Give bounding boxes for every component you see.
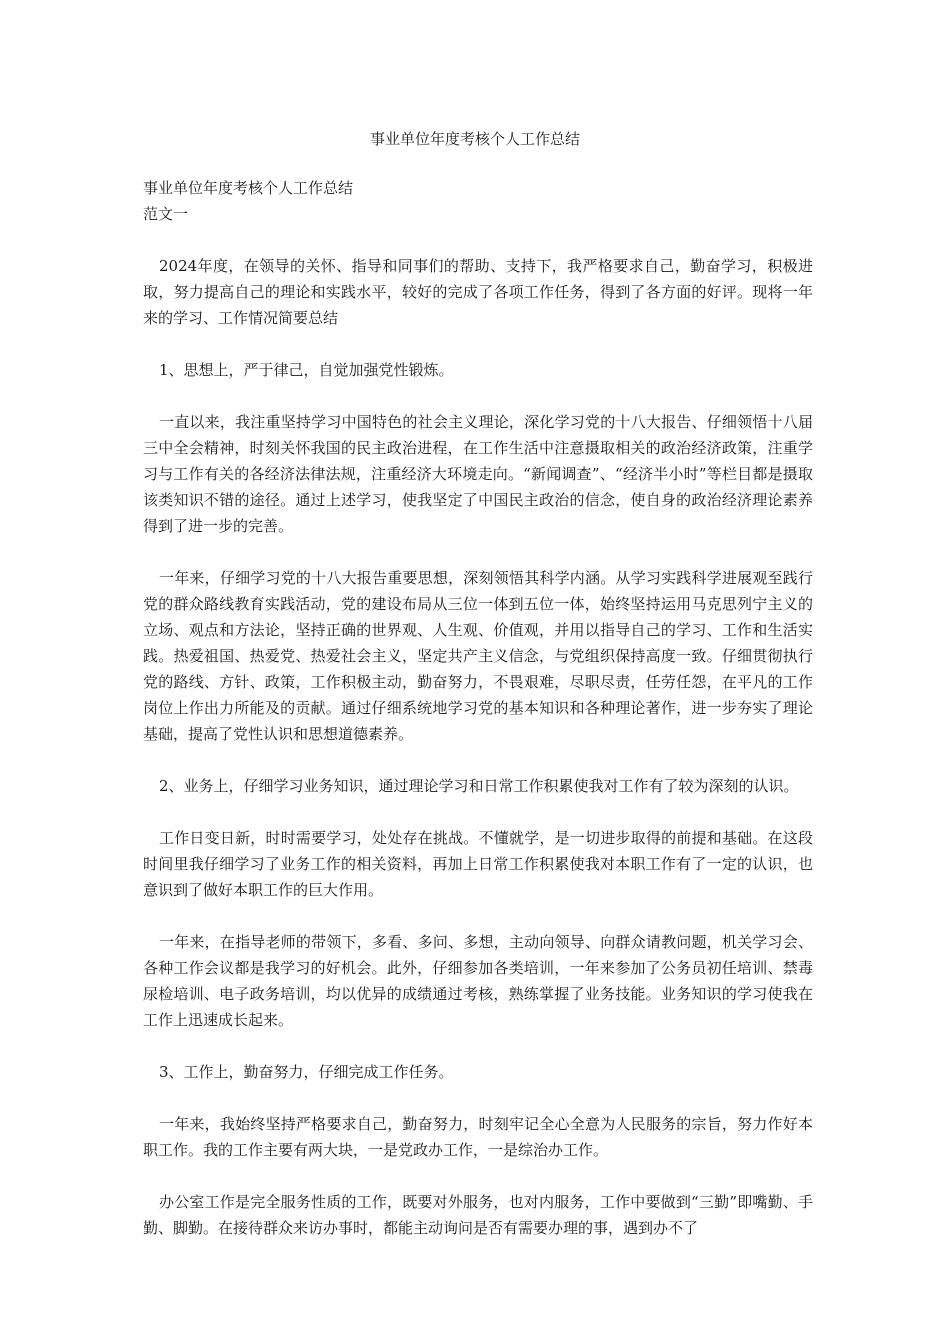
paragraph-training: 一年来，在指导老师的带领下，多看、多问、多想，主动向领导、向群众请教问题，机关学习会、各种工作会议都是我学习的好机会。此外，仔细参加各类培训，一年来参加了公务员初任培训、禁毒尿检培训、电子政务培训，均以优异的成绩通过考核，熟练掌握了业务技能。业务知识的学习使我在工作上迅速成长起来。 — [143, 933, 813, 1029]
section-heading-work: 3、工作上，勤奋努力，仔细完成工作任务。 — [159, 1063, 454, 1081]
sample-label: 范文一 — [143, 205, 189, 223]
document-title: 事业单位年度考核个人工作总结 — [369, 130, 580, 148]
paragraph-theory-study: 一直以来，我注重坚持学习中国特色的社会主义理论，深化学习党的十八大报告、仔细领悟十八届三中全会精神，时刻关怀我国的民主政治进程，在工作生活中注意摄取相关的政治经济政策，注重学习与工作有关的各经济法律法规，注重经济大环境走向。“新闻调查”、“经济半小时”等栏目都是摄取该类知识不错的途径。通过上述学习，使我坚定了中国民主政治的信念，使自身的政治经济理论素养得到了进一步的完善。 — [143, 413, 813, 535]
section-heading-business: 2、业务上，仔细学习业务知识，通过理论学习和日常工作积累使我对工作有了较为深刻的认识。 — [159, 777, 799, 795]
spacer — [143, 227, 813, 253]
paragraph-party-study: 一年来，仔细学习党的十八大报告重要思想，深刻领悟其科学内涵。从学习实践科学进展观至践行党的群众路线教育实践活动，党的建设布局从三位一体到五位一体，始终坚持运用马克思列宁主义的立场、观点和方法论，坚持正确的世界观、人生观、价值观，并用以指导自己的学习、工作和生活实践。热爱祖国、热爱党、热爱社会主义，坚定共产主义信念，与党组织保持高度一致。仔细贯彻执行党的路线、方针、政策，工作积极主动，勤奋努力，不畏艰难，尽职尽责，任劳任怨，在平凡的工作岗位上作出力所能及的贡献。通过仔细系统地学习党的基本知识和各种理论著作，进一步夯实了理论基础，提高了党性认识和思想道德素养。 — [143, 569, 813, 743]
paragraph-work-duties: 一年来，我始终坚持严格要求自己，勤奋努力，时刻牢记全心全意为人民服务的宗旨，努力作好本职工作。我的工作主要有两大块，一是党政办工作，一是综治办工作。 — [143, 1115, 813, 1159]
section-heading-ideology: 1、思想上，严于律己，自觉加强党性锻炼。 — [159, 361, 454, 379]
document-body — [143, 175, 813, 1267]
paragraph-office-work: 办公室工作是完全服务性质的工作，既要对外服务，也对内服务，工作中要做到“三勤”即嘴勤、手勤、脚勤。在接待群众来访办事时，都能主动询问是否有需要办理的事，遇到办不了 — [143, 1193, 813, 1237]
paragraph-intro: 2024年度，在领导的关怀、指导和同事们的帮助、支持下，我严格要求自己，勤奋学习，积极进取，努力提高自己的理论和实践水平，较好的完成了各项工作任务，得到了各方面的好评。现将一年来的学习、工作情况简要总结 — [143, 257, 813, 327]
paragraph-daily-learning: 工作日变日新，时时需要学习，处处存在挑战。不懂就学，是一切进步取得的前提和基础。在这段时间里我仔细学习了业务工作的相关资料，再加上日常工作积累使我对本职工作有了一定的认识，也意识到了做好本职工作的巨大作用。 — [143, 829, 813, 899]
document-subtitle: 事业单位年度考核个人工作总结 — [143, 179, 354, 197]
